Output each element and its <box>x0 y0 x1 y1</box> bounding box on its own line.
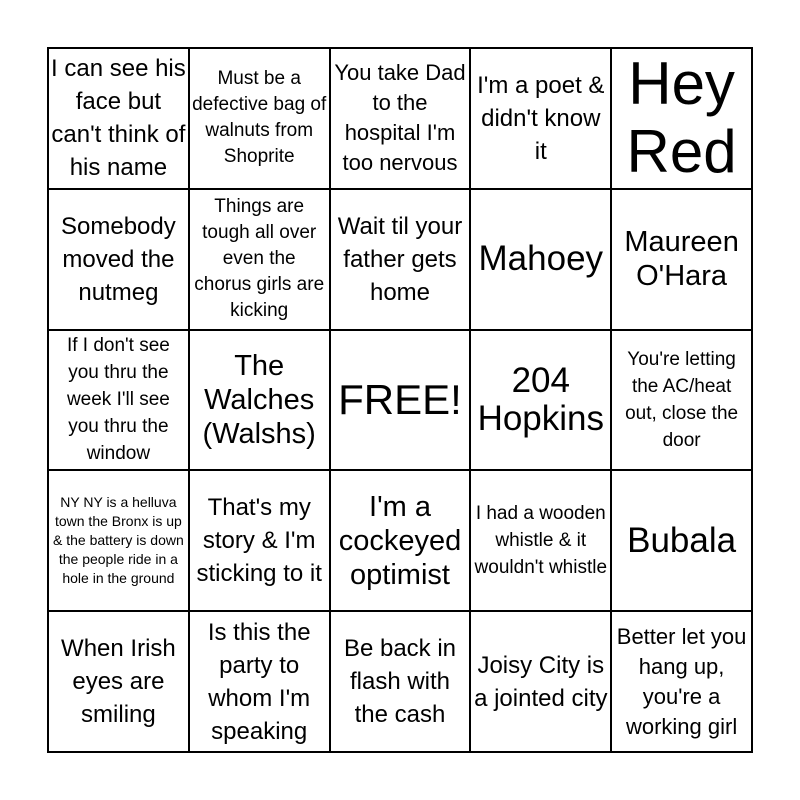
bingo-cell-g4[interactable] <box>471 471 612 612</box>
cell-text: If I don't see you thru the week I'll see you thru the window <box>66 335 170 465</box>
cell-text: Better let you hang up, you're a working girl <box>616 623 747 739</box>
cell-text: You're letting the AC/heat out, close the door <box>625 348 739 451</box>
cell-text: Must be a defective bag of walnuts from Shoprite <box>192 68 327 168</box>
bingo-cell-g3[interactable] <box>471 331 612 472</box>
cell-text: Wait til your father gets home <box>337 212 463 306</box>
bingo-cell-o2[interactable] <box>612 190 753 331</box>
bingo-cell-o3[interactable] <box>612 331 753 472</box>
cell-text: NY NY is a helluva town the Bronx is up & the battery is down the people ride in a hole in the ground <box>53 494 184 587</box>
cell-text: I can see his face but can't think of his name <box>51 55 186 182</box>
cell-text: Bubala <box>627 520 737 560</box>
bingo-cell-g2[interactable] <box>471 190 612 331</box>
cell-text: Things are tough all over even the chorus girls are kicking <box>194 196 325 322</box>
cell-text: Mahoey <box>478 239 604 279</box>
cell-text: Maureen O'Hara <box>624 226 739 293</box>
bingo-cell-i2[interactable] <box>190 190 331 331</box>
cell-text: That's my story & I'm sticking to it <box>196 494 322 588</box>
bingo-cell-i4[interactable] <box>190 471 331 612</box>
bingo-board <box>47 47 753 753</box>
bingo-cell-free[interactable] <box>331 331 472 472</box>
bingo-cell-o5[interactable] <box>612 612 753 753</box>
bingo-cell-n1[interactable] <box>331 49 472 190</box>
cell-text: 204 Hopkins <box>477 360 605 438</box>
bingo-cell-b4[interactable] <box>49 471 190 612</box>
bingo-cell-b1[interactable] <box>49 49 190 190</box>
bingo-cell-i3[interactable] <box>190 331 331 472</box>
bingo-cell-b2[interactable] <box>49 190 190 331</box>
cell-text: The Walches (Walshs) <box>202 349 316 450</box>
bingo-cell-n4[interactable] <box>331 471 472 612</box>
bingo-cell-o1[interactable] <box>612 49 753 190</box>
bingo-cell-g1[interactable] <box>471 49 612 190</box>
cell-text: You take Dad to the hospital I'm too nervous <box>334 60 466 176</box>
bingo-cell-n2[interactable] <box>331 190 472 331</box>
cell-text: Joisy City is a jointed city <box>474 651 608 712</box>
cell-text: I'm a poet & didn't know it <box>477 71 605 165</box>
cell-text: I had a wooden whistle & it wouldn't whistle <box>474 503 608 579</box>
cell-text: Be back in flash with the cash <box>343 635 457 729</box>
bingo-cell-i5[interactable] <box>190 612 331 753</box>
bingo-cell-b3[interactable] <box>49 331 190 472</box>
bingo-cell-i1[interactable] <box>190 49 331 190</box>
bingo-cell-g5[interactable] <box>471 612 612 753</box>
cell-text: When Irish eyes are smiling <box>61 635 176 729</box>
cell-text: Hey Red <box>626 50 737 186</box>
bingo-cell-b5[interactable] <box>49 612 190 753</box>
cell-text: Somebody moved the nutmeg <box>61 212 176 306</box>
bingo-cell-n5[interactable] <box>331 612 472 753</box>
cell-text: Is this the party to whom I'm speaking <box>207 618 311 745</box>
free-space-text: FREE! <box>338 375 462 423</box>
cell-text: I'm a cockeyed optimist <box>338 490 462 591</box>
bingo-cell-o4[interactable] <box>612 471 753 612</box>
